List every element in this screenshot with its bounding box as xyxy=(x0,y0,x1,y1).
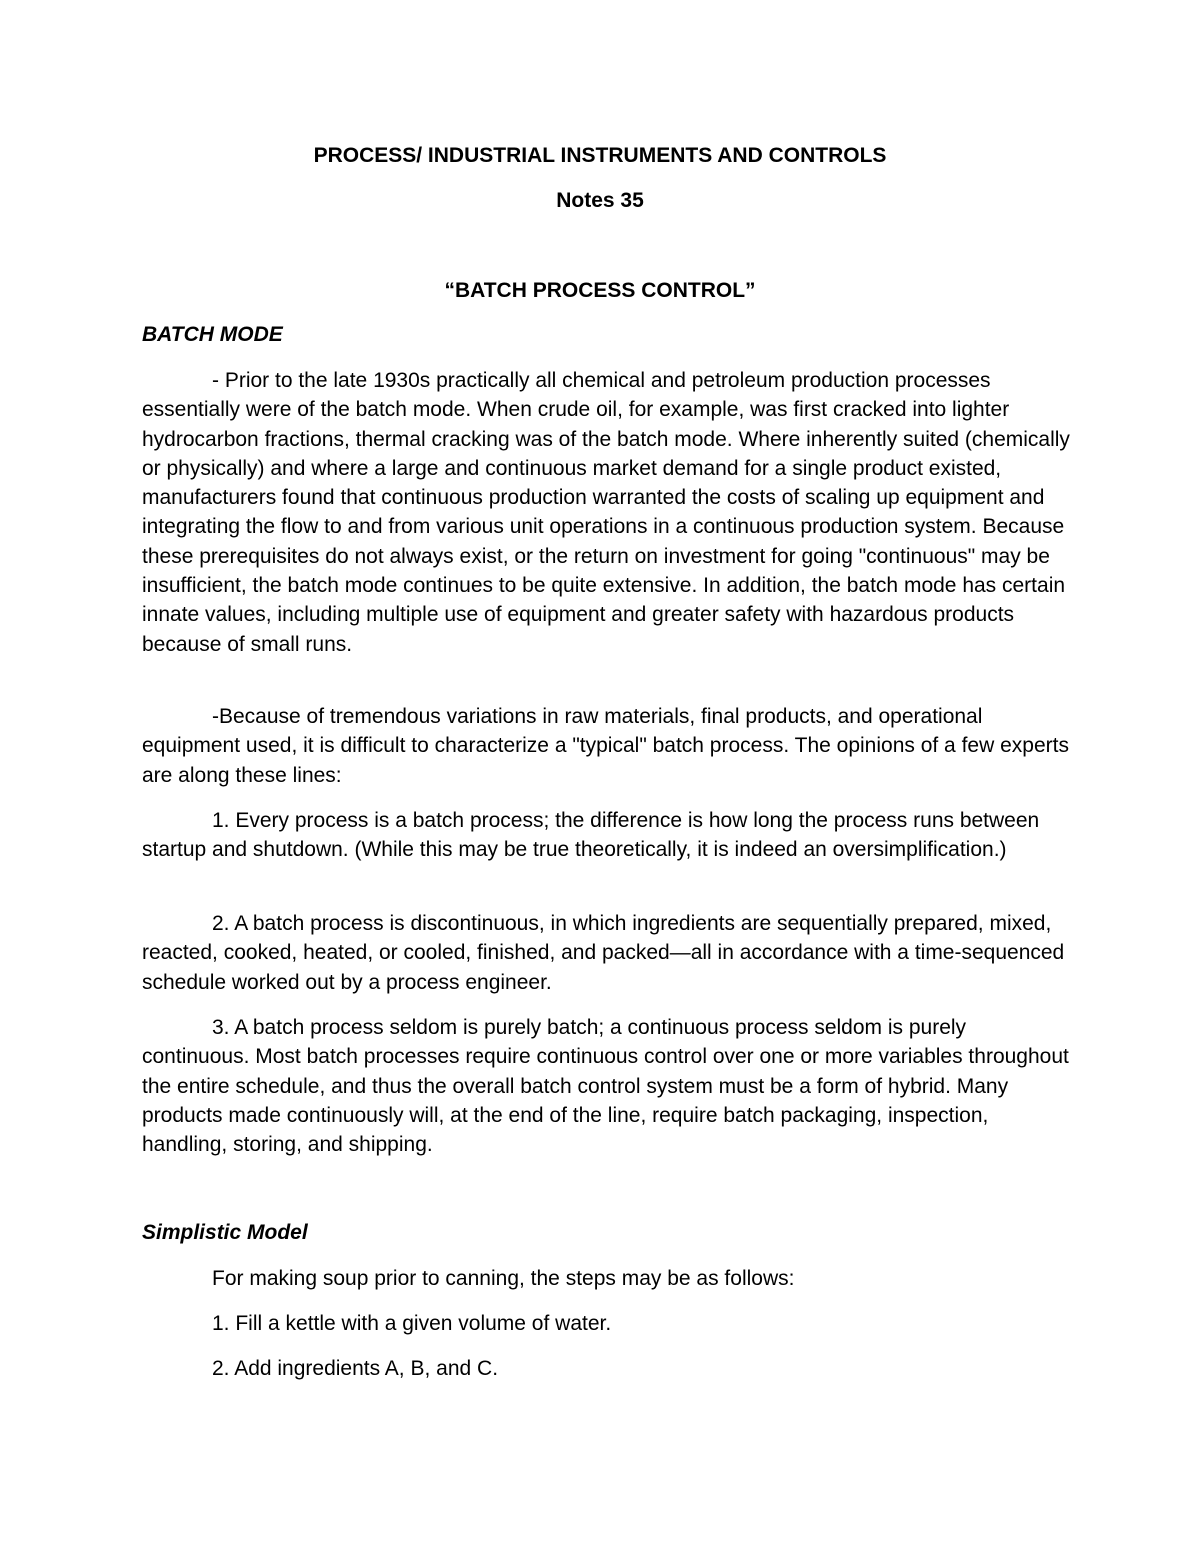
simplistic-model-intro: For making soup prior to canning, the steps may be as follows: xyxy=(212,1267,795,1290)
section-heading-simplistic-model: Simplistic Model xyxy=(142,1221,308,1244)
document-subtitle: Notes 35 xyxy=(556,189,644,212)
paragraph-batch-variations: -Because of tremendous variations in raw materials, final products, and operational equipment used, it is difficult to characterize a "typical" batch process. The opinions of a few experts are along these lines: xyxy=(142,705,1069,787)
topic-title: “BATCH PROCESS CONTROL” xyxy=(444,279,756,302)
paragraph-batch-mode-history: - Prior to the late 1930s practically all chemical and petroleum production processes essentially were of the batch mode. When crude oil, for example, was first cracked into lighter hydrocarbon fractions, thermal cracking was of the batch mode. Where inherently suited (chemically or physically) and where a large and continuous market demand for a single product existed, manufacturers found that continuous production warranted the costs of scaling up equipment and integrating the flow to and from various unit operations in a continuous production system. Because these prerequisites do not always exist, or the return on investment for going "continuous" may be insufficient, the batch mode continues to be quite extensive. In addition, the batch mode has certain innate values, including multiple use of equipment and greater safety with hazardous products because of small runs. xyxy=(142,369,1070,656)
paragraph-opinion-1: 1. Every process is a batch process; the difference is how long the process runs between startup and shutdown. (While this may be true theoretically, it is indeed an oversimplification.) xyxy=(142,809,1040,862)
simplistic-model-step-1: 1. Fill a kettle with a given volume of water. xyxy=(212,1312,612,1335)
paragraph-opinion-3: 3. A batch process seldom is purely batch; a continuous process seldom is purely continuous. Most batch processes require continuous control over one or more variables throughout the entire schedule, and thus the overall batch control system must be a form of hybrid. Many products made continuously will, at the end of the line, require batch packaging, inspection, handling, storing, and shipping. xyxy=(142,1016,1069,1157)
simplistic-model-step-2: 2. Add ingredients A, B, and C. xyxy=(212,1357,499,1380)
section-heading-batch-mode: BATCH MODE xyxy=(142,323,283,346)
document-title: PROCESS/ INDUSTRIAL INSTRUMENTS AND CONTROLS xyxy=(313,144,887,167)
paragraph-opinion-2: 2. A batch process is discontinuous, in which ingredients are sequentially prepared, mixed, reacted, cooked, heated, or cooled, finished, and packed—all in accordance with a time-sequenced schedule worked out by a process engineer. xyxy=(142,912,1065,994)
